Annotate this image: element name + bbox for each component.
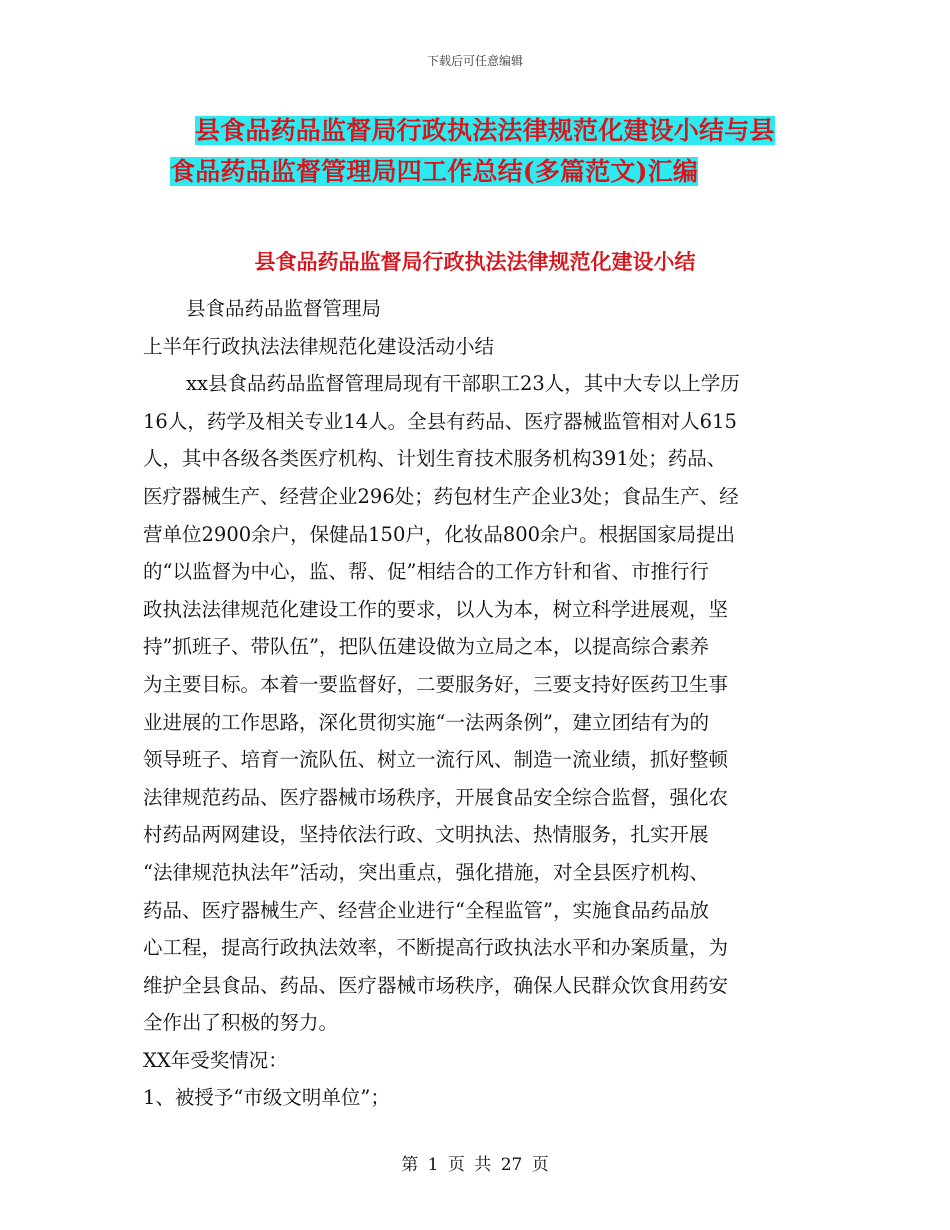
paragraph-line: 为主要目标。本着一要监督好，二要服务好，三要支持好医药卫生事 — [143, 672, 729, 696]
document-title-line-2: 食品药品监督管理局四工作总结(多篇范文)汇编 — [170, 157, 699, 186]
paragraph-line: 16人，药学及相关专业14人。全县有药品、医疗器械监管相对人615 — [143, 409, 737, 433]
paragraph-line: 心工程，提高行政执法效率，不断提高行政执法水平和办案质量，为 — [143, 936, 729, 960]
paragraph-line: 村药品两网建设，坚持依法行政、文明执法、热情服务，扎实开展 — [143, 823, 709, 847]
awards-heading: XX年受奖情况： — [143, 1048, 288, 1072]
section-title: 县食品药品监督局行政执法法律规范化建设小结 — [254, 249, 696, 274]
document-title-line-1: 县食品药品监督局行政执法法律规范化建设小结与县 — [195, 116, 775, 145]
paragraph-line: 全作出了积极的努力。 — [143, 1011, 339, 1035]
paragraph-line: 维护全县食品、药品、医疗器械市场秩序，确保人民群众饮食用药安 — [143, 973, 729, 997]
paragraph-line: 业进展的工作思路，深化贯彻实施“一法两条例”，建立团结有为的 — [143, 710, 709, 734]
paragraph-line: 政执法法律规范化建设工作的要求，以人为本，树立科学进展观，坚 — [143, 597, 729, 621]
award-item: 1、被授予“市级文明单位”； — [143, 1086, 390, 1110]
subtitle-line: 上半年行政执法法律规范化建设活动小结 — [143, 334, 495, 358]
paragraph-line: xx县食品药品监督管理局现有干部职工23人，其中大专以上学历 — [186, 372, 740, 396]
paragraph-line: 领导班子、培育一流队伍、树立一流行风、制造一流业绩，抓好整顿 — [143, 748, 729, 772]
main-paragraph — [143, 365, 808, 1042]
document-title — [170, 110, 815, 192]
paragraph-line: 医疗器械生产、经营企业296处；药包材生产企业3处；食品生产、经 — [143, 484, 739, 508]
document-body — [143, 290, 808, 1117]
page-footer: 第 1 页 共 27 页 — [401, 1155, 549, 1175]
paragraph-line: 持”抓班子、带队伍”，把队伍建设做为立局之本，以提高综合素养 — [143, 635, 709, 659]
paragraph-line: “法律规范执法年”活动，突出重点，强化措施，对全县医疗机构、 — [143, 860, 709, 884]
paragraph-line: 药品、医疗器械生产、经营企业进行“全程监管”，实施食品药品放 — [143, 898, 709, 922]
paragraph-line: 营单位2900余户，保健品150户，化妆品800余户。根据国家局提出 — [143, 522, 736, 546]
page-header: 下载后可任意编辑 — [426, 54, 523, 68]
paragraph-line: 法律规范药品、医疗器械市场秩序，开展食品安全综合监督，强化农 — [143, 785, 729, 809]
paragraph-line: 人，其中各级各类医疗机构、计划生育技术服务机构391处；药品、 — [143, 447, 727, 471]
paragraph-line: 的“以监督为中心，监、帮、促”相结合的工作方针和省、市推行行 — [143, 560, 709, 584]
org-line: 县食品药品监督管理局 — [186, 297, 382, 320]
